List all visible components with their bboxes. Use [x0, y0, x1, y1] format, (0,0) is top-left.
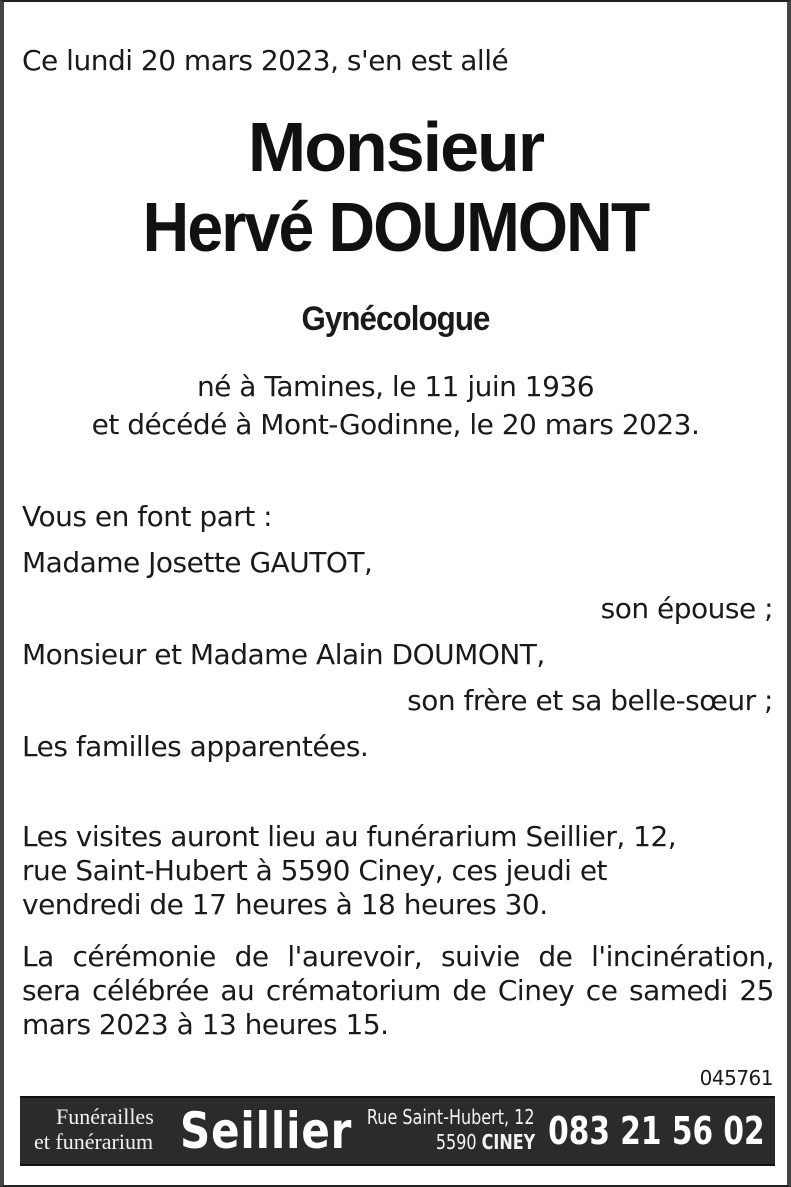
address-city [436, 1131, 535, 1153]
relatives-line: Les familles apparentées. [22, 730, 369, 763]
family-member-relation: son frère et sa belle-sœur ; [407, 684, 773, 717]
tagline-line1: Funérailles [56, 1104, 154, 1129]
deceased-name: Hervé DOUMONT [142, 188, 649, 266]
tagline-line2: et funérarium [34, 1129, 154, 1154]
family-member-relation: son épouse ; [600, 592, 773, 625]
family-member-name: Madame Josette GAUTOT, [22, 546, 373, 579]
deceased-title: Monsieur [247, 108, 544, 186]
birth-line: né à Tamines, le 11 juin 1936 [196, 370, 595, 403]
intro-line: Ce lundi 20 mars 2023, s'en est allé [22, 44, 509, 77]
family-heading: Vous en font part : [22, 500, 273, 533]
profession: Gynécologue [301, 300, 490, 338]
ceremony-paragraph: La cérémonie de l'aurevoir, suivie de l'incinération, sera célébrée au crématorium de Ciney ce samedi 25 mars 2023 à 13 heures 15. [22, 940, 774, 1041]
address-postcode: 5590 [435, 1130, 477, 1154]
death-line: et décédé à Mont-Godinne, le 20 mars 2023. [91, 408, 700, 441]
phone-number[interactable]: 083 21 56 02 [548, 1109, 765, 1153]
life-dates [4, 368, 787, 444]
reference-number: 045761 [699, 1066, 773, 1090]
visits-paragraph: Les visites auront lieu au funérarium Seillier, 12, rue Saint-Hubert à 5590 Ciney, ces jeudi et vendredi de 17 heures à 18 heures 30. [22, 820, 677, 921]
family-member-name: Monsieur et Madame Alain DOUMONT, [22, 638, 545, 671]
brand-logo: Seillier [180, 1102, 353, 1160]
address-street: Rue Saint-Hubert, 12 [367, 1105, 535, 1129]
funeral-home-banner [20, 1096, 775, 1166]
address-city-name: CINEY [481, 1130, 535, 1154]
